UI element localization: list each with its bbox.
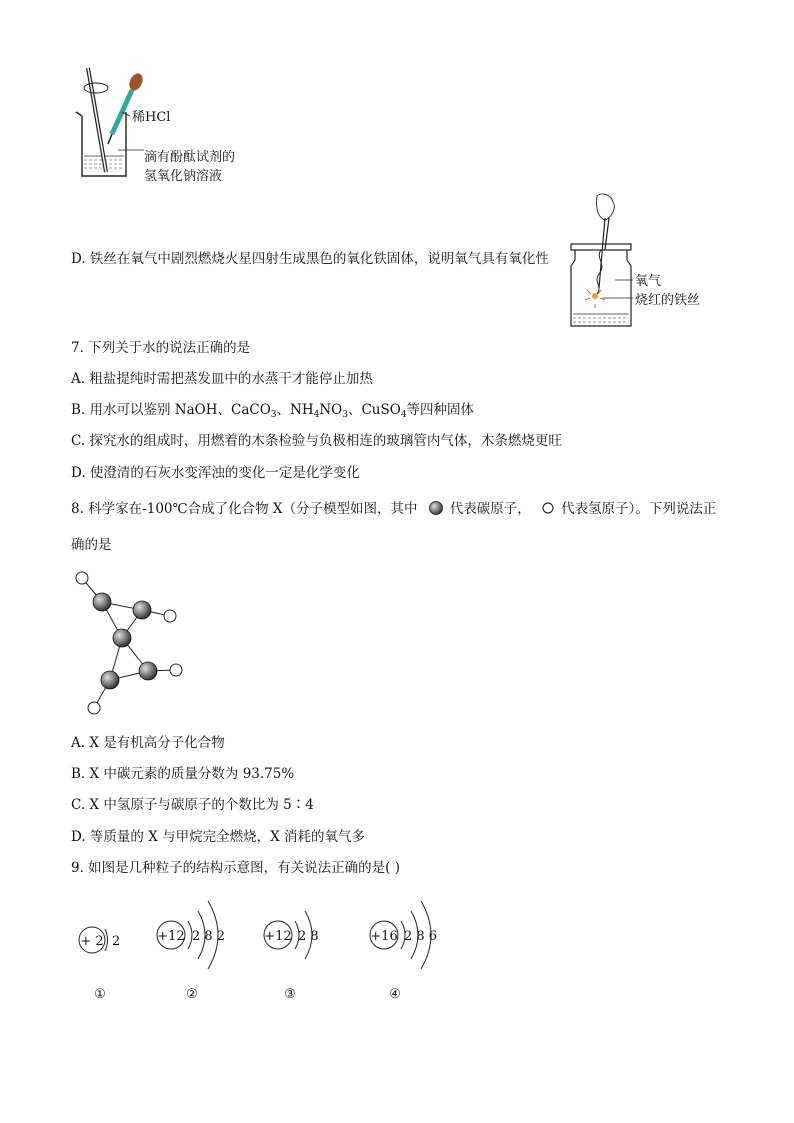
particle-4-electrons: 2 8 6 [404, 929, 438, 944]
iron-wire-bottle-figure [565, 190, 725, 330]
particle-2 [157, 901, 225, 1002]
particle-3 [264, 911, 319, 1002]
solution-label-1: 滴有酚酞试剂的 [144, 150, 236, 165]
particle-1 [79, 927, 120, 1002]
q6-option-d: D. 铁丝在氧气中剧烈燃烧火星四射生成黑色的氧化铁固体，说明氧气具有氧化性 [71, 251, 549, 267]
q7-option-c: C. 探究水的组成时，用燃着的木条检验与负极相连的玻璃管内气体，木条燃烧更旺 [71, 433, 562, 449]
particle-3-nucleus: +12 [264, 929, 292, 944]
q8-option-d: D. 等质量的 X 与甲烷完全燃烧，X 消耗的氧气多 [71, 829, 366, 845]
q7-option-d: D. 使澄清的石灰水变浑浊的变化一定是化学变化 [71, 465, 360, 481]
oxygen-label: 氧气 [635, 274, 662, 289]
particle-3-electrons: 2 8 [298, 929, 319, 944]
q7-option-b: B. 用水可以鉴别 NaOH、CaCO$_3$、$NH_4NO_3$、CuSO$_4$等四种固体 [71, 402, 475, 420]
q8-option-c: C. X 中氢原子与碳原子的个数比为 5∶4 [71, 797, 314, 813]
q7-stem: 7. 下列关于水的说法正确的是 [71, 340, 251, 356]
q8-stem-line1: 8. 科学家在-100℃合成了化合物 X（分子模型如图，其中 代表碳原子， 代表氢原子）。下列说法正 [71, 501, 717, 517]
q8-stem-line2: 确的是 [71, 537, 112, 553]
particle-4 [370, 901, 437, 1002]
q8-option-a: A. X 是有机高分子化合物 [71, 735, 225, 751]
particle-4-label: ④ [389, 987, 401, 1002]
particle-1-label: ① [94, 987, 106, 1002]
molecule-model-figure [72, 568, 192, 718]
particle-2-electrons: 2 8 2 [192, 929, 226, 944]
particle-2-nucleus: +12 [157, 929, 185, 944]
particle-2-label: ② [186, 987, 198, 1002]
carbon-atom-icon [428, 500, 444, 516]
hydrogen-atom-icon [541, 501, 555, 515]
q8-option-b: B. X 中碳元素的质量分数为 93.75% [71, 766, 295, 782]
particle-4-nucleus: +16 [370, 929, 398, 944]
particle-3-label: ③ [284, 987, 296, 1002]
particle-structure-diagrams [70, 885, 470, 1010]
q9-stem: 9. 如图是几种粒子的结构示意图，有关说法正确的是( ) [71, 860, 400, 876]
particle-1-nucleus: + 2 [80, 934, 104, 949]
beaker-dropper-figure [66, 64, 266, 189]
solution-label-2: 氢氧化钠溶液 [144, 169, 223, 184]
acid-label: 稀HCl [132, 110, 171, 125]
particle-1-electrons: 2 [112, 934, 121, 949]
q7-option-a: A. 粗盐提纯时需把蒸发皿中的水蒸干才能停止加热 [71, 371, 373, 387]
iron-wire-label: 烧红的铁丝 [635, 293, 701, 308]
